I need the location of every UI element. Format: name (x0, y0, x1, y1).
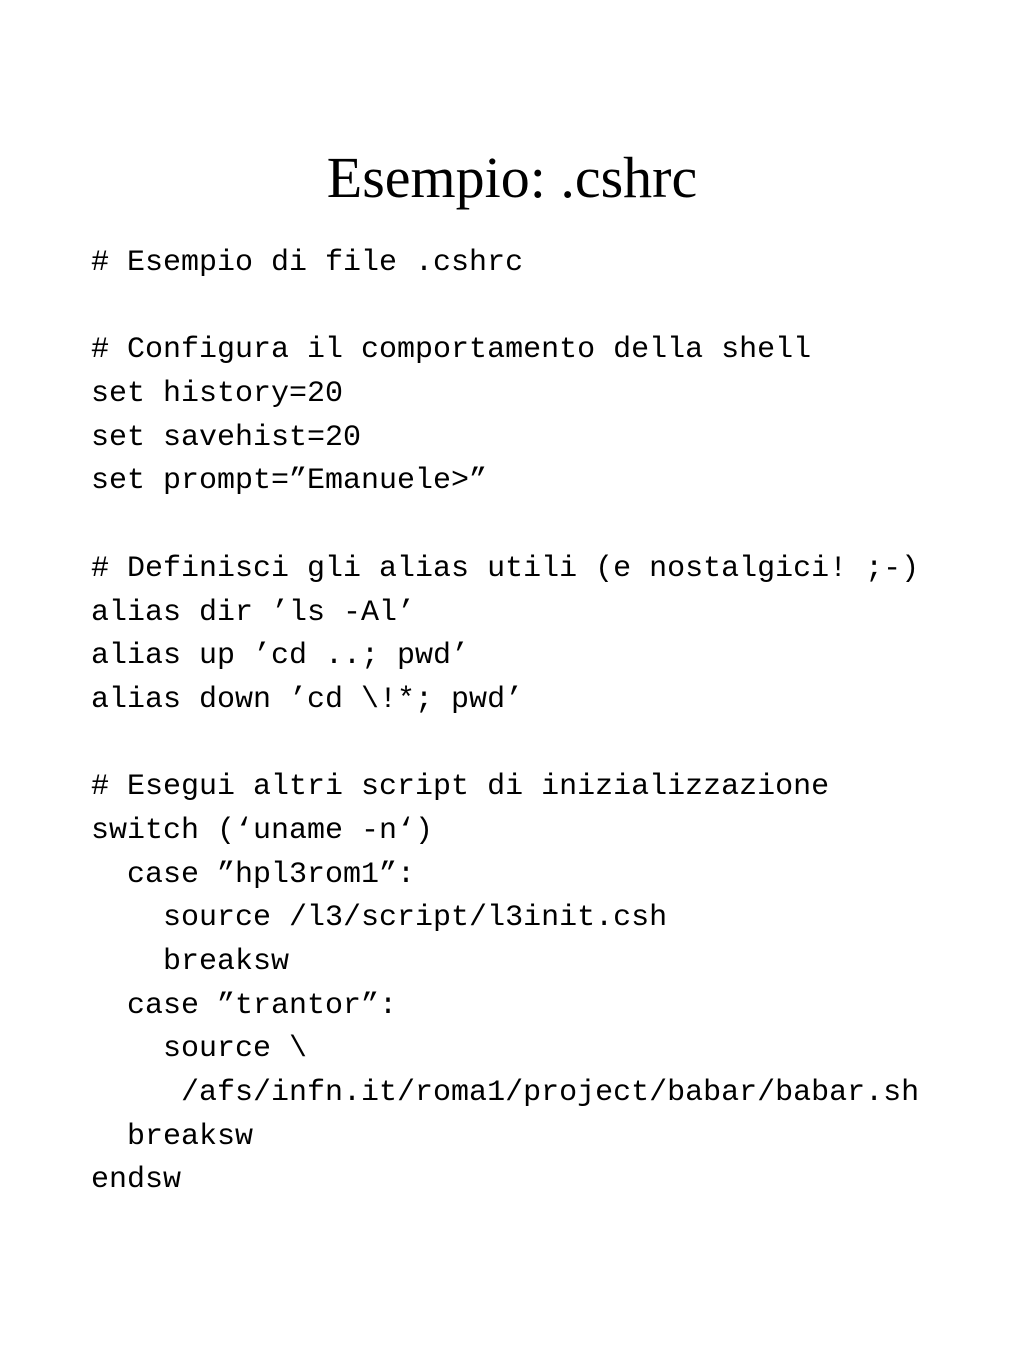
code-line: breaksw (91, 945, 290, 979)
code-line: case ”hpl3rom1”: (91, 857, 416, 892)
code-line: source \ (91, 1032, 308, 1067)
code-line: endsw (91, 1163, 182, 1198)
code-line: alias up ’cd ..; pwd’ (91, 639, 470, 674)
code-line: case ”trantor”: (91, 988, 398, 1023)
code-line: # Definisci gli alias utili (e nostalgici! ;-) (91, 551, 920, 586)
code-line (91, 504, 991, 548)
code-line: # Esegui altri script di inizializzazione (91, 770, 830, 805)
code-line: # Configura il comportamento della shell (91, 333, 812, 368)
code-line: # Esempio di file .cshrc (91, 246, 524, 280)
code-line (91, 723, 991, 767)
code-line (91, 286, 991, 330)
code-block (91, 242, 991, 1203)
code-line: switch (‘uname -n‘) (91, 813, 434, 848)
code-line: set prompt=”Emanuele>” (91, 464, 488, 499)
code-line: alias down ’cd \!*; pwd’ (91, 682, 524, 717)
page-title: Esempio: .cshrc (326, 145, 698, 210)
code-line: /afs/infn.it/roma1/project/babar/babar.sh (91, 1076, 920, 1111)
code-line: set savehist=20 (91, 420, 362, 455)
code-line: breaksw (91, 1119, 254, 1154)
code-line: source /l3/script/l3init.csh (91, 901, 668, 936)
code-line: set history=20 (91, 377, 344, 412)
code-line: alias dir ’ls -Al’ (91, 595, 416, 630)
